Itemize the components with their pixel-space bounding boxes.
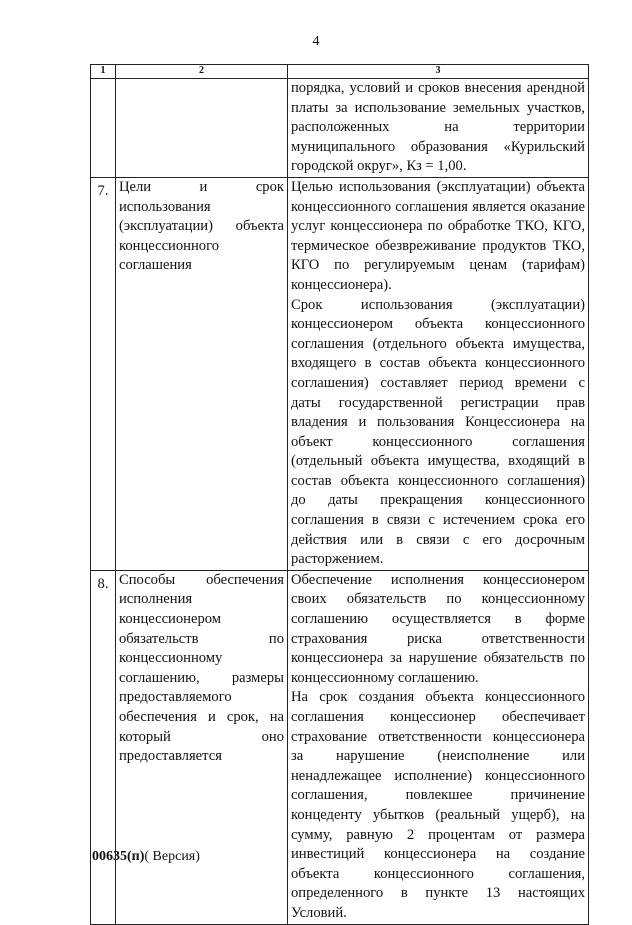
row-content (288, 79, 589, 178)
content-paragraph: Срок использования (эксплуатации) концессионером объекта концессионного соглашения (отдельного объекта имущества, входящего в состав объекта концессионного соглашения) составляет период времени с даты государственной регистрации прав владения и пользования Концессионера на объект концессионного соглашения (отдельный объекта имущества, входящий в состав объекта концессионного соглашения) до даты прекращения концессионного соглашения в связи с истечением срока его действия или в связи с его досрочным расторжением. (291, 296, 585, 568)
row-content (288, 570, 589, 924)
row-number (91, 79, 116, 178)
column-header: 3 (288, 65, 589, 79)
table-row (91, 177, 589, 570)
conditions-table (90, 64, 589, 925)
row-number: 7. (91, 177, 116, 570)
row-title (116, 79, 288, 178)
row-title: Способы обеспечения исполнения концессионером обязательств по концессионному соглашению, размеры предоставляемого обеспечения и срок, на который оно предоставляется (116, 570, 288, 924)
table-row (91, 79, 589, 178)
column-header: 2 (116, 65, 288, 79)
row-number: 8. (91, 570, 116, 924)
table-header-row (91, 65, 589, 79)
row-title: Цели и срок использования (эксплуатации) объекта концессионного соглашения (116, 177, 288, 570)
page-number: 4 (312, 34, 320, 49)
document-code: 00635(п) (92, 849, 145, 864)
table-row (91, 570, 589, 924)
content-paragraph: порядка, условий и сроков внесения арендной платы за использование земельных участков, расположенных на территории муниципального образования «Курильский городской округ», Кз = 1,00. (291, 80, 585, 175)
column-header: 1 (91, 65, 116, 79)
content-paragraph: Целью использования (эксплуатации) объекта концессионного соглашения является оказание услуг концессионера по обработке ТКО, КГО, термическое обезвреживание продуктов ТКО, КГО по регулируемым ценам (тарифам) концессионера). (291, 178, 585, 293)
document-footer (92, 849, 200, 865)
row-content (288, 177, 589, 570)
content-paragraph: Обеспечение исполнения концессионером своих обязательств по концессионному соглашению осуществляется в форме страхования риска ответственности концессионера за нарушение обязательств по концессионному соглашению. (291, 571, 585, 686)
content-paragraph: На срок создания объекта концессионного соглашения концессионер обеспечивает страхование ответственности концессионера за нарушение (неисполнение или ненадлежащее исполнение) концессионного соглашения, повлекшее причинение концеденту убытков (реальный ущерб), на сумму, равную 2 процентам от размера инвестиций концессионера на создание объекта концессионного соглашения, определенного в пункте 13 настоящих Условий. (291, 689, 585, 921)
document-version: ( Версия) (144, 849, 200, 864)
